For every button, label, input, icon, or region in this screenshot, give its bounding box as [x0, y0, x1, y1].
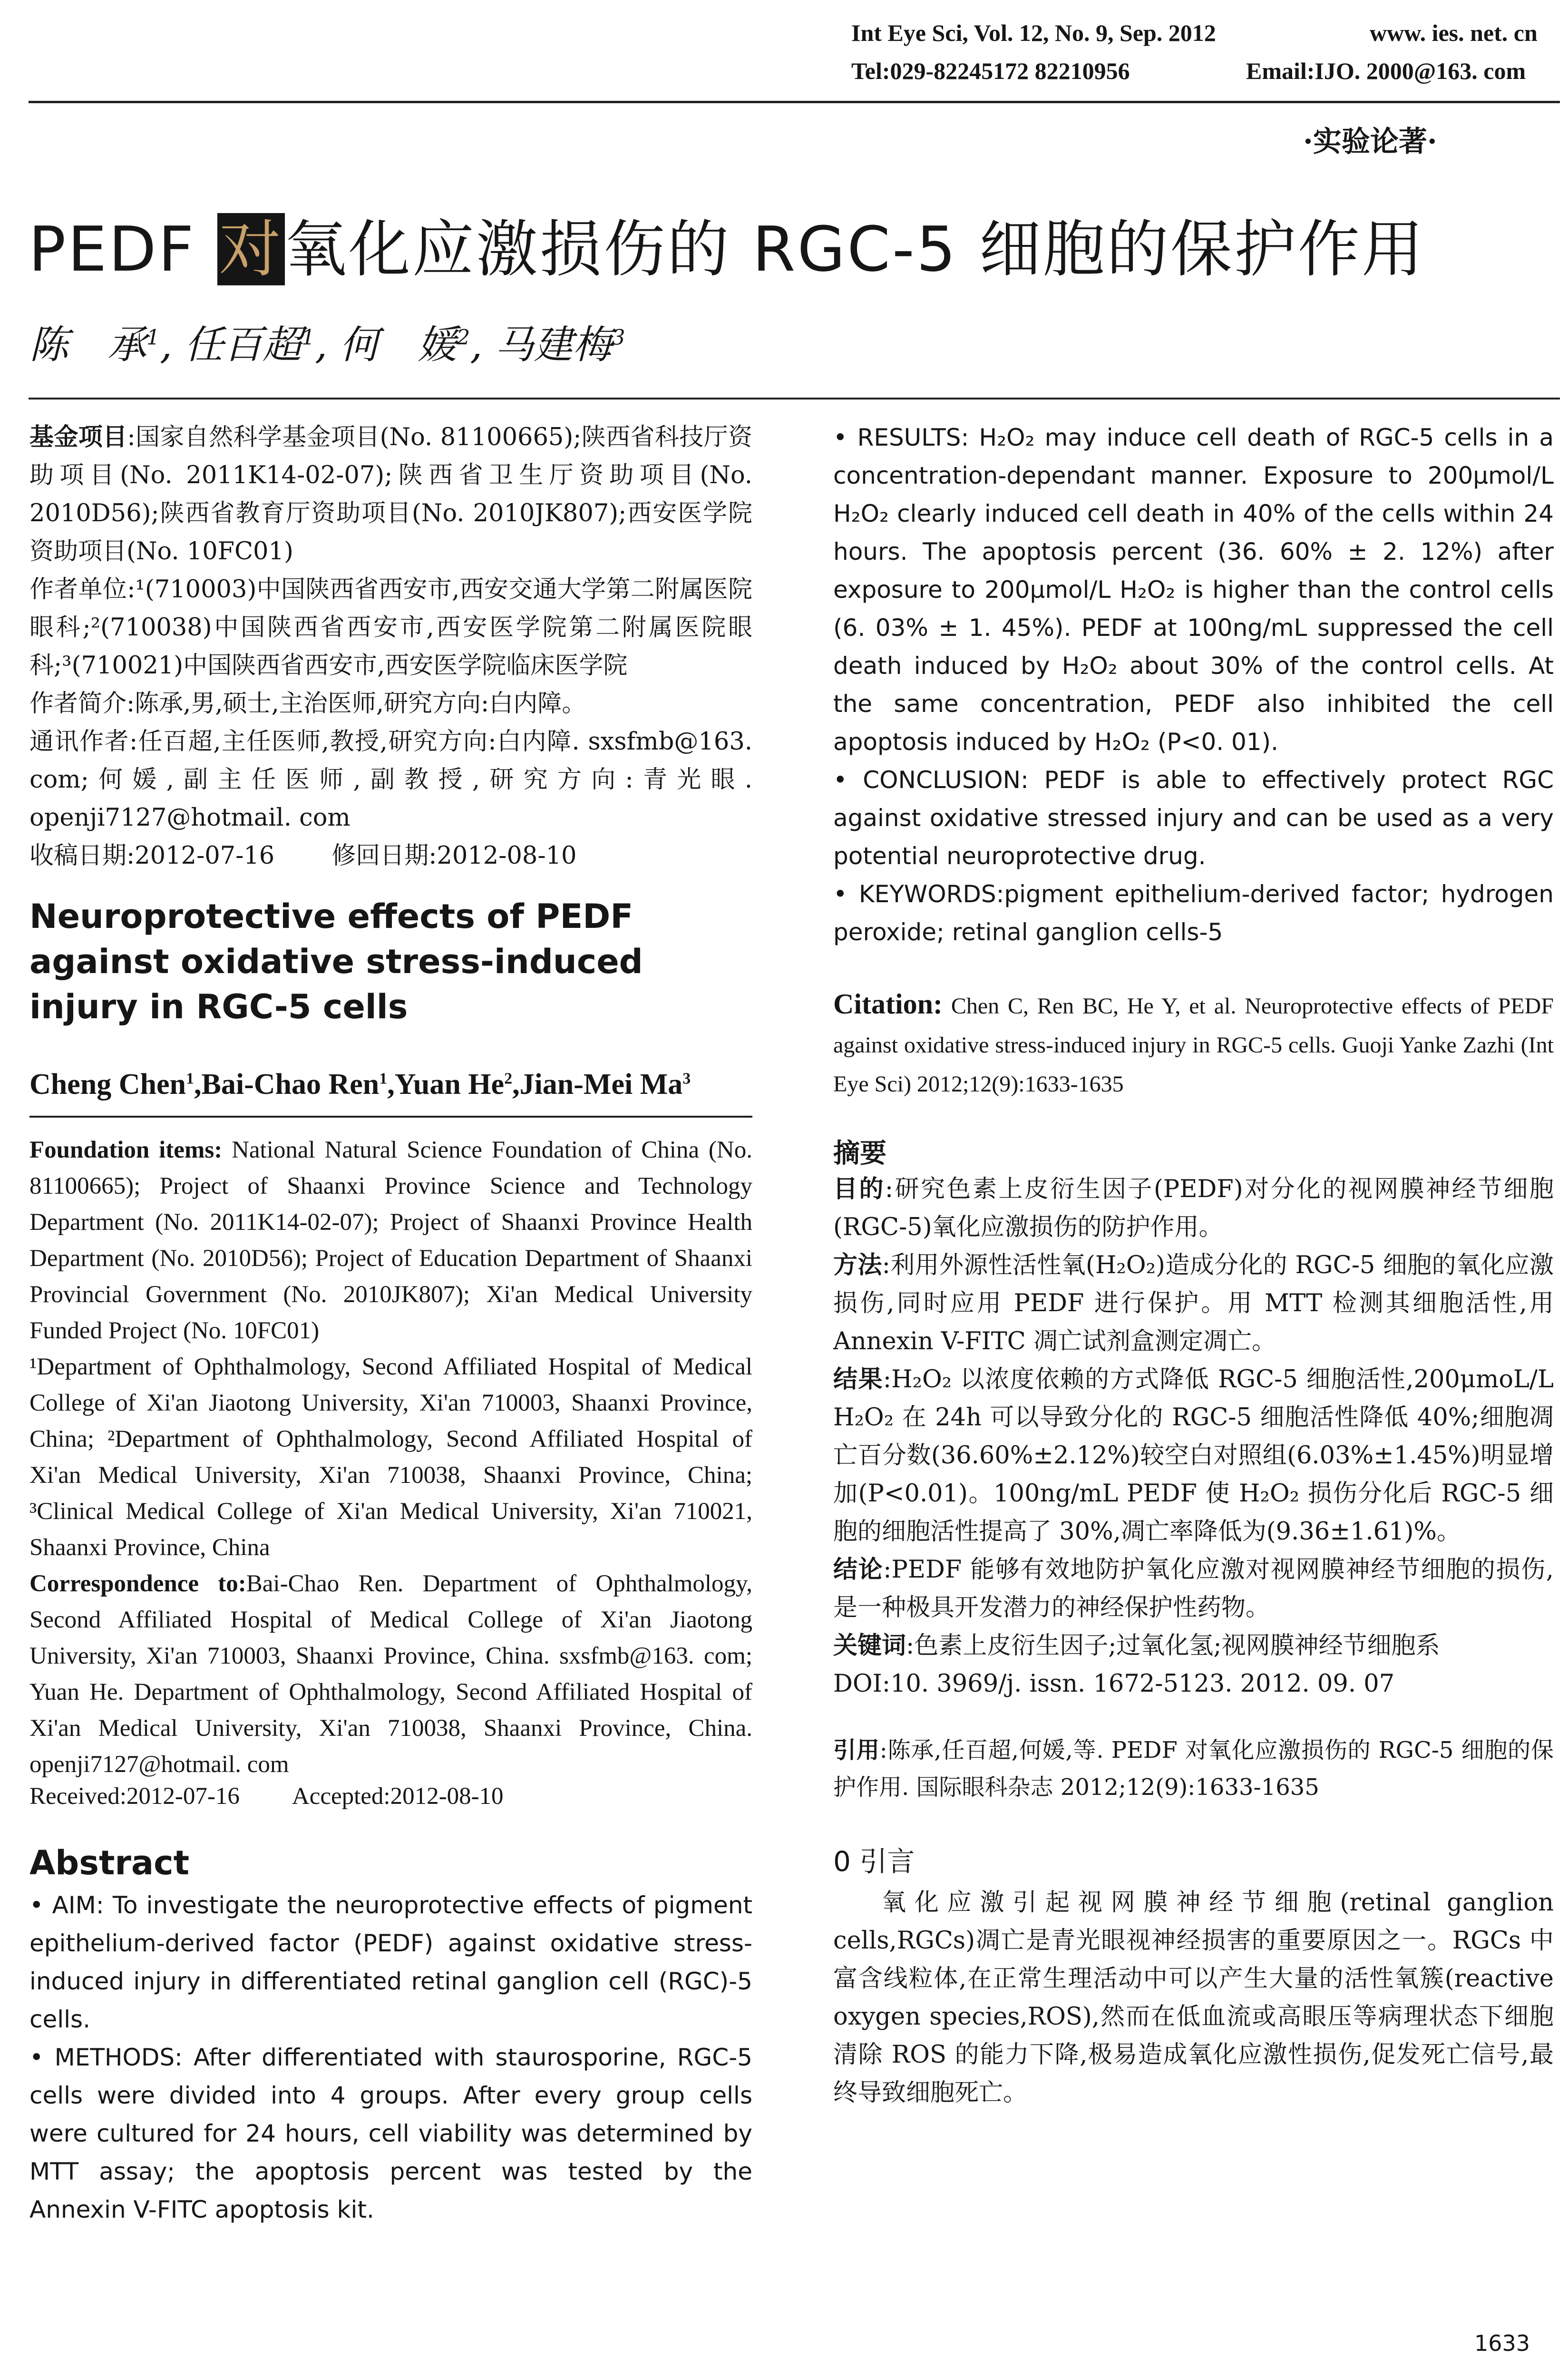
- abstract-heading: Abstract: [29, 1843, 190, 1882]
- zy-keywords-text: :色素上皮衍生因子;过氧化氢;视网膜神经节细胞系: [906, 1632, 1440, 1660]
- methods-text: After differentiated with staurosporine, RGC-5 cells were divided into 4 groups. After every group cells were cultured for 24 hours, cell viability was determined by MTT assay; the apoptosis percent was tested by the Annexin V-FITC apoptosis kit.: [29, 2044, 752, 2223]
- author-aff: 1: [186, 1070, 195, 1088]
- intro-paragraph: 氧化应激引起视网膜神经节细胞(retinal ganglion cells,RGCs)凋亡是青光眼视神经损害的重要原因之一。RGCs 中富含线粒体,在正常生理活动中可以产生大量的活性氧簇(reactive oxygen species,ROS),然而在低血流或高眼压等病理状态下细胞清除 ROS 的能力下降,极易造成氧化应激性损伤,促发死亡信号,最终导致细胞死亡。: [833, 1889, 1554, 2107]
- author-cn: 马建梅: [495, 322, 612, 368]
- author-aff: 3: [682, 1070, 691, 1088]
- results-text: H₂O₂ may induce cell death of RGC-5 cells in a concentration-dependant manner. Exposure to 200μmol/L H₂O₂ clearly induced cell death in 40% of the cells within 24 hours. The apoptosis percent (36. 60% ± 2. 12%) after exposure to 200μmol/L H₂O₂ is higher than the control cells (6. 03% ± 1. 45%). PEDF at 100ng/mL suppressed the cell death induced by H₂O₂ about 30% of the control cells. At the same concentration, PEDF also inhibited the cell apoptosis induced by H₂O₂ (P<0. 01).: [833, 424, 1554, 756]
- citation-paragraph: [833, 984, 1554, 1104]
- abstract-methods: [29, 2038, 752, 2229]
- zy-methods-text: :利用外源性活性氧(H₂O₂)造成分化的 RGC-5 细胞的氧化应激损伤,同时应用 PEDF 进行保护。用 MTT 检测其细胞活性,用 Annexin V-FITC 凋亡试剂盒测定凋亡。: [833, 1251, 1554, 1355]
- author-en: Yuan He: [394, 1068, 505, 1101]
- foundation-label: Foundation items:: [29, 1137, 223, 1163]
- title-prefix: PEDF: [29, 213, 217, 285]
- authors-en: Cheng Chen$^1$,Bai-Chao Ren$^1$,Yuan He$^2$,Jian-Mei Ma$^3$: [29, 1068, 691, 1101]
- cn-citation: [833, 1732, 1554, 1806]
- article-title-en: Neuroprotective effects of PEDF against oxidative stress-induced injury in RGC-5 cells: [29, 897, 643, 1026]
- title-highlight: 对: [217, 213, 285, 285]
- dates-en: [29, 1783, 752, 1810]
- author-aff: 2: [457, 325, 470, 350]
- abstract-aim: [29, 1886, 752, 2038]
- zy-methods-label: 方法: [833, 1251, 882, 1279]
- journal-tel: Tel:029-82245172 82210956: [851, 58, 1130, 84]
- authors-cn: 陈 承$^1$, 任百超$^1$, 何 媛$^2$, 马建梅$^3$: [29, 322, 625, 368]
- foundation-text: National Natural Science Foundation of China (No. 81100665); Project of Shaanxi Province Science and Technology Department (No. 2011K14-02-07); Project of Shaanxi Province Health Department (No. 2010D56); Project of Education Department of Shaanxi Provincial Government (No. 2010JK807); Xi'an Medical University Funded Project (No. 10FC01): [29, 1137, 752, 1344]
- bio-paragraph: 作者简介:陈承,男,硕士,主治医师,研究方向:白内障。: [29, 690, 586, 718]
- zy-conclusion-label: 结论: [833, 1556, 884, 1584]
- abstract-keywords: [833, 875, 1554, 951]
- journal-website[interactable]: www. ies. net. cn: [1370, 19, 1538, 46]
- fund-text: :国家自然科学基金项目(No. 81100665);陕西省科技厅资助项目(No. 2011K14-02-07);陕西省卫生厅资助项目(No. 2010D56);陕西省教育厅资助项目(No. 2010JK807);西安医学院资助项目(No. 10FC01): [29, 423, 752, 565]
- results-label: • RESULTS:: [833, 424, 969, 451]
- article-title-cn: [29, 200, 1425, 289]
- title-rest: 氧化应激损伤的 RGC-5 细胞的保护作用: [284, 213, 1425, 285]
- zy-results-text: :H₂O₂ 以浓度依赖的方式降低 RGC-5 细胞活性,200μmoL/L H₂O₂ 在 24h 可以导致分化的 RGC-5 细胞活性降低 40%;细胞凋亡百分数(36.60%±2.12%)较空白对照组(6.03%±1.45%)明显增加(P<0.01)。100ng/mL PEDF 使 H₂O₂ 损伤分化后 RGC-5 细胞的细胞活性提高了 30%,凋亡率降低为(9.36±1.61)%。: [833, 1365, 1554, 1546]
- received-cn: 收稿日期:2012-07-16: [29, 842, 275, 870]
- zy-results: [833, 1361, 1554, 1551]
- affiliations-paragraph: ¹Department of Ophthalmology, Second Affiliated Hospital of Medical College of Xi'an Jiaotong University, Xi'an 710003, Shaanxi Province, China; ²Department of Ophthalmology, Second Affiliated Hospital of Xi'an Medical University, Xi'an 710038, Shaanxi Province, China; ³Clinical Medical College of Xi'an Medical University, Xi'an 710021, Shaanxi Province, China: [29, 1354, 752, 1561]
- zy-aim: [833, 1170, 1554, 1247]
- author-aff: 1: [379, 1070, 388, 1088]
- correspondence-label: Correspondence to:: [29, 1570, 246, 1597]
- foundation-paragraph: [29, 1132, 752, 1349]
- zy-conclusion: [833, 1551, 1554, 1627]
- abstract-cn-heading: 摘要: [833, 1138, 886, 1169]
- dates-cn: [29, 837, 752, 875]
- corr-paragraph-cn: 通讯作者:任百超,主任医师,教授,研究方向:白内障. sxsfmb@163. com;何媛,副主任医师,副教授,研究方向:青光眼. openji7127@hotmail. com: [29, 728, 752, 832]
- zy-aim-label: 目的: [833, 1175, 885, 1203]
- author-cn: 何 媛: [340, 322, 457, 368]
- author-cn: 任百超: [185, 322, 302, 368]
- keywords-text: pigment epithelium-derived factor; hydrogen peroxide; retinal ganglion cells-5: [833, 880, 1554, 946]
- conclusion-text: PEDF is able to effectively protect RGC against oxidative stressed injury and can be used as a very potential neuroprotective drug.: [833, 766, 1554, 870]
- author-en: Jian-Mei Ma: [519, 1068, 683, 1101]
- accepted-en: Accepted:2012-08-10: [292, 1783, 504, 1810]
- section-label: ·实验论著·: [1303, 125, 1437, 158]
- zy-conclusion-text: :PEDF 能够有效地防护氧化应激对视网膜神经节细胞的损伤,是一种极具开发潜力的神经保护性药物。: [833, 1556, 1554, 1622]
- zy-keywords-label: 关键词: [833, 1632, 906, 1660]
- author-aff: 1: [302, 325, 315, 350]
- yy-label: 引用: [833, 1737, 880, 1763]
- aim-text: To investigate the neuroprotective effects of pigment epithelium-derived factor (PEDF) against oxidative stress-induced injury in differentiated retinal ganglion cell (RGC)-5 cells.: [29, 1891, 752, 2033]
- zy-aim-text: :研究色素上皮衍生因子(PEDF)对分化的视网膜神经节细胞(RGC-5)氧化应激损伤的防护作用。: [833, 1175, 1554, 1241]
- page-number: 1633: [1474, 2330, 1530, 2356]
- zy-results-label: 结果: [833, 1365, 883, 1393]
- authors-rule: [29, 1116, 752, 1118]
- keywords-label: • KEYWORDS:: [833, 880, 1004, 908]
- zy-methods: [833, 1247, 1554, 1361]
- title-rule: [29, 398, 1560, 399]
- citation-label: Citation:: [833, 988, 943, 1020]
- fund-label: 基金项目: [29, 423, 127, 451]
- unit-paragraph: 作者单位:¹(710003)中国陕西省西安市,西安交通大学第二附属医院眼科;²(710038)中国陕西省西安市,西安医学院第二附属医院眼科;³(710021)中国陕西省西安市,西安医学院临床医学院: [29, 575, 752, 680]
- author-en: Bai-Chao Ren: [201, 1068, 380, 1101]
- fund-paragraph: [29, 419, 752, 571]
- aim-label: • AIM:: [29, 1891, 104, 1919]
- author-cn: 陈 承: [29, 322, 146, 368]
- methods-label: • METHODS:: [29, 2044, 183, 2071]
- author-aff: 3: [612, 325, 625, 350]
- conclusion-label: • CONCLUSION:: [833, 766, 1029, 794]
- yy-text: :陈承,任百超,何媛,等. PEDF 对氧化应激损伤的 RGC-5 细胞的保护作用. 国际眼科杂志 2012;12(9):1633-1635: [833, 1737, 1554, 1801]
- journal-citation: Int Eye Sci, Vol. 12, No. 9, Sep. 2012: [851, 19, 1216, 46]
- doi[interactable]: DOI:10. 3969/j. issn. 1672-5123. 2012. 09. 07: [833, 1670, 1395, 1698]
- correspondence-paragraph: [29, 1566, 752, 1783]
- header-rule: [29, 101, 1560, 103]
- abstract-conclusion: [833, 761, 1554, 875]
- intro-heading: 0 引言: [833, 1845, 915, 1878]
- left-column: [29, 419, 752, 2229]
- citation-text: Chen C, Ren BC, He Y, et al. Neuroprotective effects of PEDF against oxidative stress-induced injury in RGC-5 cells. Guoji Yanke Zazhi (Int Eye Sci) 2012;12(9):1633-1635: [833, 994, 1554, 1097]
- zy-keywords: [833, 1627, 1554, 1665]
- revised-cn: 修回日期:2012-08-10: [331, 842, 577, 870]
- author-aff: 2: [504, 1070, 513, 1088]
- received-en: Received:2012-07-16: [29, 1783, 240, 1810]
- abstract-results: [833, 419, 1554, 761]
- journal-email[interactable]: Email:IJO. 2000@163. com: [1246, 58, 1526, 84]
- author-en: Cheng Chen: [29, 1068, 186, 1101]
- correspondence-text: Bai-Chao Ren. Department of Ophthalmology, Second Affiliated Hospital of Medical College of Xi'an Jiaotong University, Xi'an 710003, Shaanxi Province, China. sxsfmb@163. com; Yuan He. Department of Ophthalmology, Second Affiliated Hospital of Xi'an Medical University, Xi'an 710038, Shaanxi Province, China. openji7127@hotmail. com: [29, 1570, 752, 1778]
- right-column: [833, 419, 1554, 2112]
- author-aff: 1: [146, 325, 160, 350]
